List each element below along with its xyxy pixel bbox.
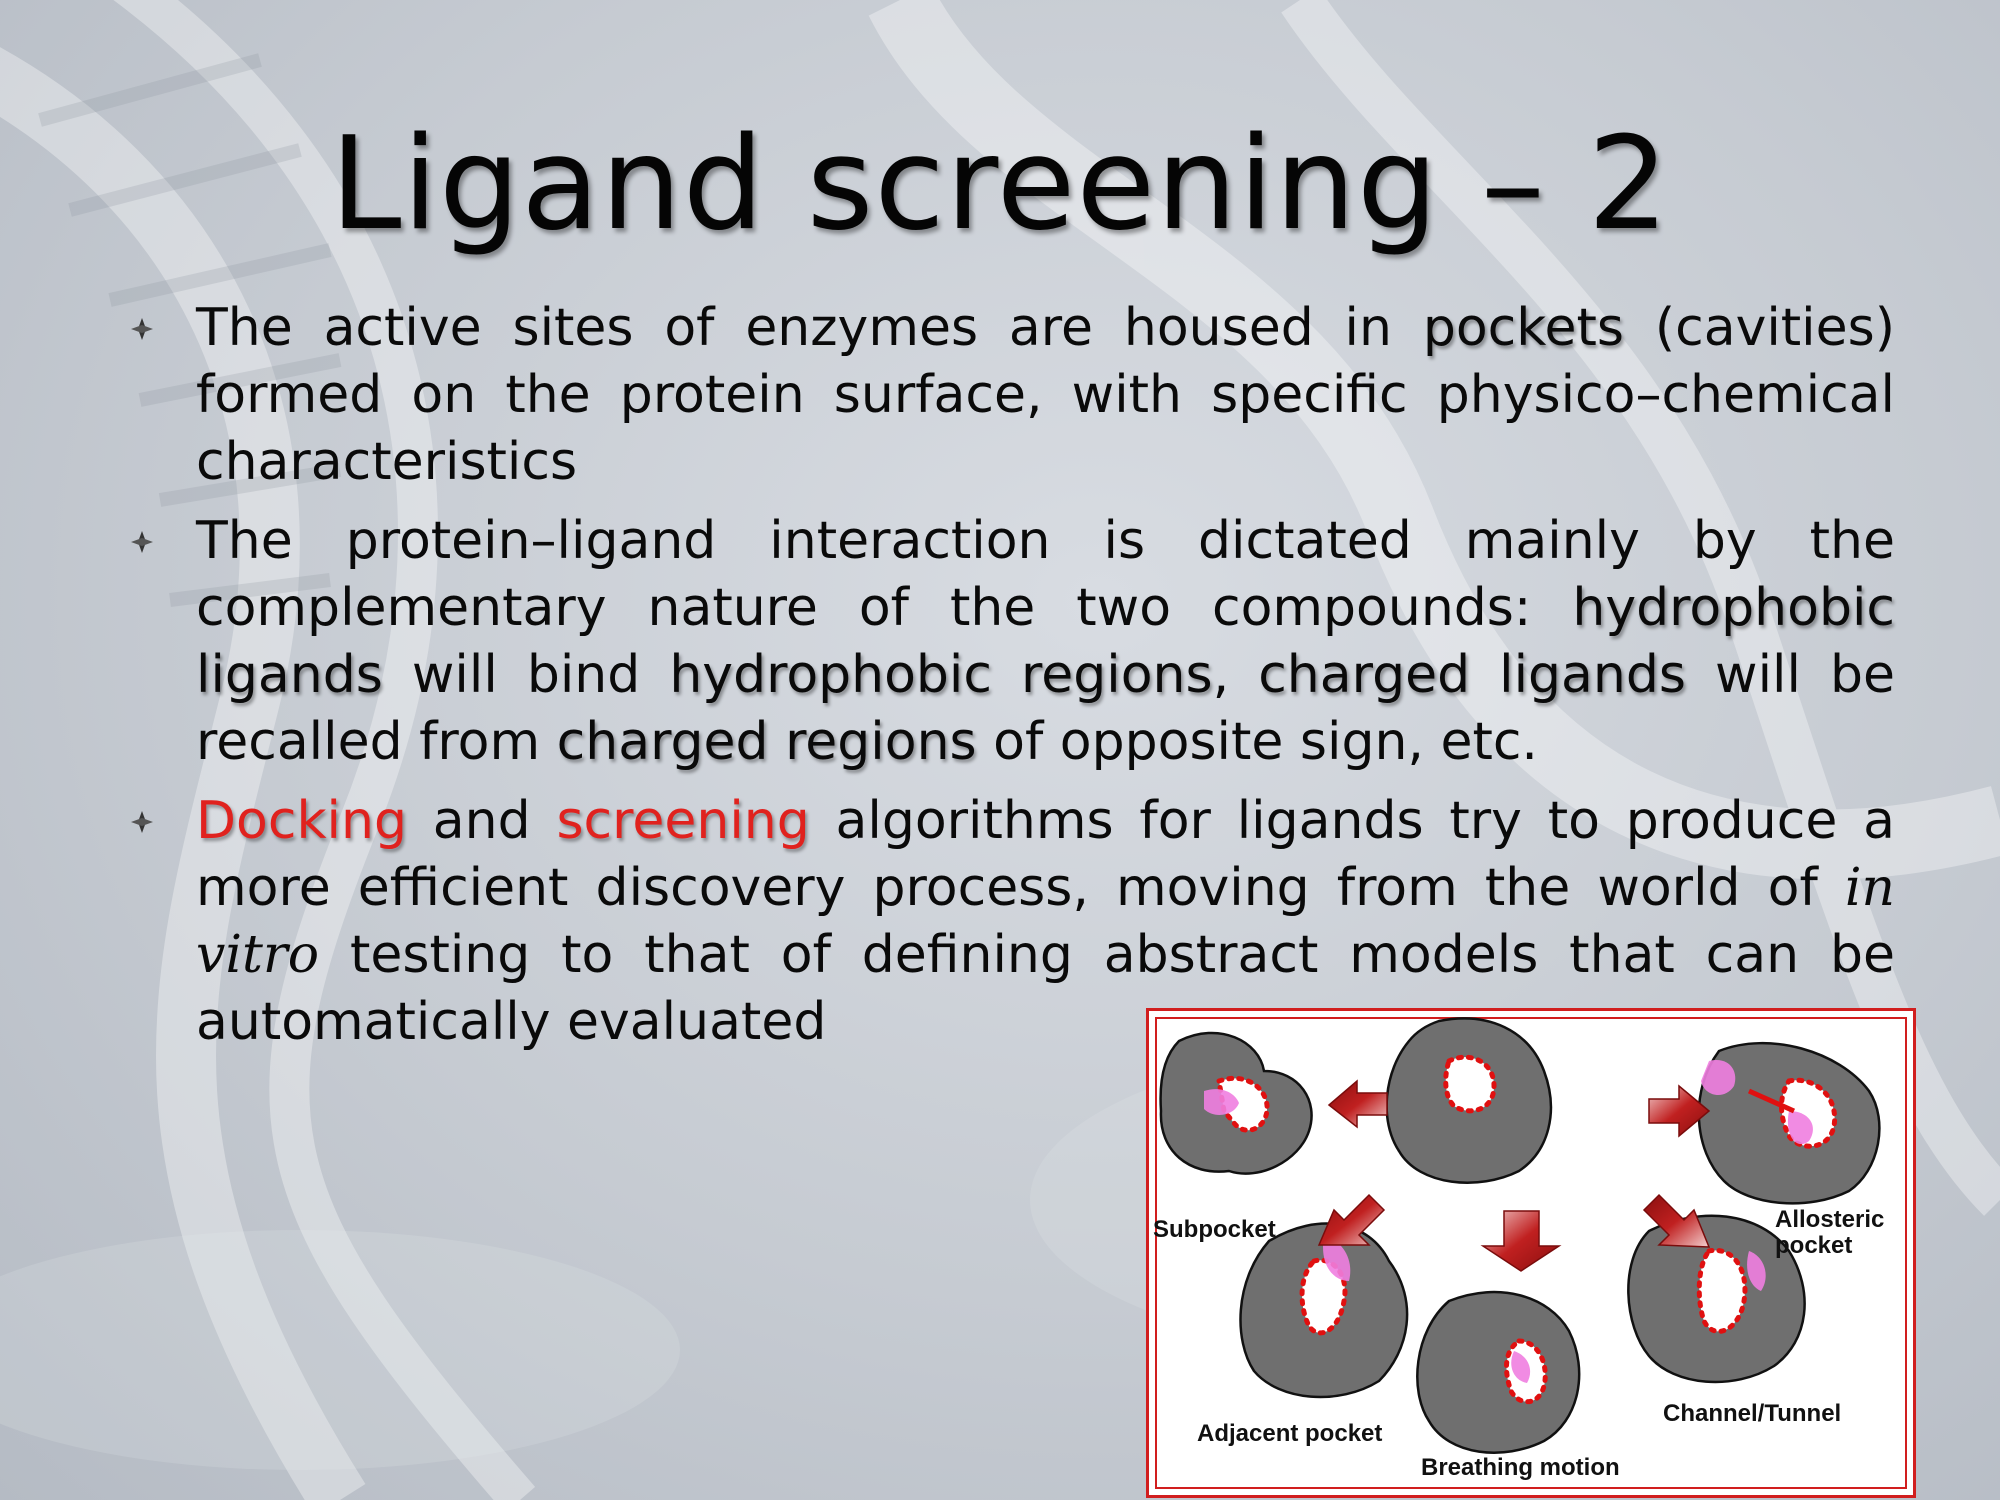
arrow-left xyxy=(1329,1081,1387,1127)
bullet-3-text-c: testing to that of defining abstract models that can be automatically evaluated xyxy=(196,925,1895,1052)
pocket-types-figure xyxy=(1146,1008,1916,1498)
protein-breathing xyxy=(1417,1292,1579,1453)
highlight-hydrophobic-regions: hydrophobic regions xyxy=(669,645,1213,705)
slide-title: Ligand screening – 2 xyxy=(330,110,1670,259)
bullet-2-text-b: will bind xyxy=(382,645,670,705)
highlight-hydrophobic-ligands: hydrophobic ligands xyxy=(196,578,1895,705)
bullet-2-text-c: , xyxy=(1212,645,1259,705)
bullet-item-1 xyxy=(130,295,1895,496)
highlight-pockets: pockets xyxy=(1422,298,1624,358)
label-subpocket: Subpocket xyxy=(1153,1216,1276,1243)
highlight-charged-ligands: charged ligands xyxy=(1258,645,1686,705)
label-adjacent-pocket: Adjacent pocket xyxy=(1197,1420,1383,1447)
label-channel-tunnel: Channel/Tunnel xyxy=(1663,1400,1842,1427)
bullet-2-text-e: of opposite sign, etc. xyxy=(976,712,1538,772)
italic-in-vitro: in vitro xyxy=(196,858,1895,985)
label-allosteric-pocket: Allosteric pocket xyxy=(1775,1206,1885,1259)
bullet-item-2 xyxy=(130,508,1895,776)
bullet-marker-icon xyxy=(130,530,154,554)
bullet-1-text-a: The active sites of enzymes are housed in xyxy=(196,298,1423,358)
bullet-marker-icon xyxy=(130,317,154,341)
bullet-list xyxy=(130,295,1895,1068)
arrow-down xyxy=(1483,1211,1559,1271)
bullet-3-text-b: algorithms for ligands try to produce a more efficient discovery process, moving from the world of xyxy=(196,791,1896,918)
highlight-charged-regions: charged regions xyxy=(556,712,977,772)
highlight-docking: Docking xyxy=(196,791,407,851)
label-breathing-motion: Breathing motion xyxy=(1421,1454,1620,1481)
bullet-marker-icon xyxy=(130,810,154,834)
bullet-2-text-a: The protein–ligand interaction is dictated mainly by the complementary nature of the two compounds: xyxy=(196,511,1895,638)
bullet-3-text-a: and xyxy=(406,791,557,851)
arrow-down-left xyxy=(1319,1195,1384,1245)
highlight-screening: screening xyxy=(556,791,810,851)
bullet-2-text-d: will be recalled from xyxy=(196,645,1895,772)
bullet-1-text-b: (cavities) formed on the protein surface, with specific physico–chemical characteristics xyxy=(196,298,1895,492)
